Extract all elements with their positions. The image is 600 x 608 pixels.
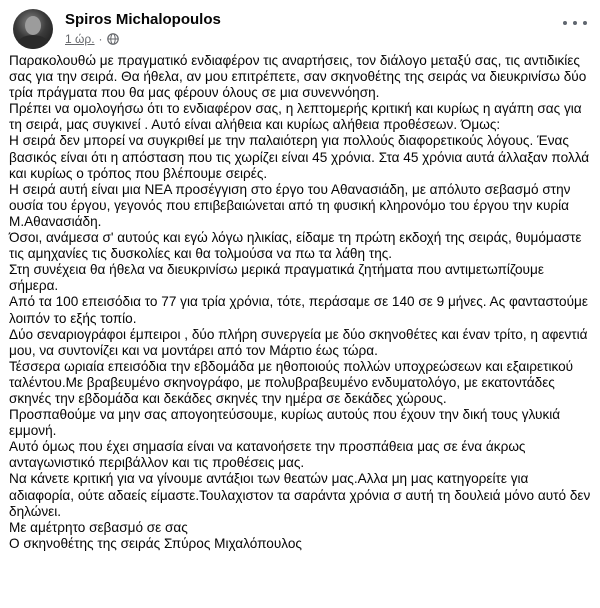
post-paragraph: Να κάνετε κριτική για να γίνουμε αντάξιοι των θεατών μας.Αλλα μη μας κατηγορείτε για αδιαφορία, ούτε αδαείς είμαστε.Τουλαχιστον τα σαράντα χρόνια σ αυτή τη δουλειά μόνο αυτό δεν δηλώνει. [9,471,591,519]
post-paragraph: Όσοι, ανάμεσα σ' αυτούς και εγώ λόγω ηλικίας, είδαμε τη πρώτη εκδοχή της σειράς, θυμόμαστε τις αμηχανίες τις δυσκολίες και θα τολμούσα να πω τα λάθη της. [9,230,582,262]
avatar-shoulders [17,35,49,49]
post-paragraph: Δύο σεναριογράφοι έμπειροι , δύο πλήρη συνεργεία με δύο σκηνοθέτες και έναν τρίτο, η αφεντιά μου, να συντονίζει και να μοντάρει από τον Μάρτιο έως τώρα. [9,326,588,358]
post-timestamp[interactable]: 1 ώρ. [65,32,95,46]
post-paragraph: Αυτό όμως που έχει σημασία είναι να κατανοήσετε την προσπάθεια μας σε ένα άκρως ανταγωνιστικό περιβάλλον και τις προθέσεις μας. [9,439,526,471]
post-paragraph: Με αμέτρητο σεβασμό σε σας [9,519,188,535]
meta-separator: · [98,32,103,46]
post-paragraph: Από τα 100 επεισόδια το 77 για τρία χρόνια, τότε, περάσαμε σε 140 σε 9 μήνες. Ας φανταστούμε λοιπόν το εξής τοπίο. [9,294,588,326]
post-paragraph: Προσπαθούμε να μην σας απογοητεύσουμε, κυρίως αυτούς που έχουν την δική τους γλυκιά εμμονή. [9,407,561,439]
post-paragraph: Πρέπει να ομολογήσω ότι το ενδιαφέρον σας, η λεπτομερής κριτική και κυρίως η αγάπη σας για τη σειρά, μας συγκινεί . Αυτό είναι αλήθεια και κυρίως αλήθεια προθέσεων. Όμως: [9,101,582,133]
more-options-dot [583,21,587,25]
author-name[interactable]: Spiros Michalopoulos [65,11,221,28]
post-paragraph: Παρακολουθώ με πραγματικό ενδιαφέρον τις αναρτήσεις, τον διάλογο μεταξύ σας, τις αντιδικίες σας για την σειρά. Θα ήθελα, αν μου επιτρέπετε, σαν σκηνοθέτης της σειράς να διευκρινίσω δύο τρία πράγματα που θα μας φέρουν όλους σε μια συνεννόηση. [9,53,587,101]
more-options-icon[interactable] [563,15,587,31]
post-header [13,9,587,49]
author-avatar[interactable] [13,9,53,49]
post-body [9,53,593,552]
globe-icon[interactable] [107,33,119,45]
post-paragraph: Ο σκηνοθέτης της σειράς Σπύρος Μιχαλόπουλος [9,535,302,551]
more-options-dot [573,21,577,25]
post-paragraph: Τέσσερα ωριαία επεισόδια την εβδομάδα με ηθοποιούς πολλών υποχρεώσεων και εξαιρετικού ταλέντου.Με βραβευμένο σκηνογράφο, με πολυβραβευμένο ενδυματολόγο, με εκατοντάδες σκηνές την εβδομάδα και δεκάδες σκηνές την ημέρα σε δεκάδες χώρους. [9,358,574,406]
avatar-face [25,16,41,35]
post-paragraph: Η σειρά αυτή είναι μια ΝΕΑ προσέγγιση στο έργο του Αθανασιάδη, με απόλυτο σεβασμό στην ουσία του έργου, γεγονός που επιβεβαιώνεται από τη φυσική κληρονόμο του έργου την κυρία Μ.Αθανασιάδη. [9,181,571,229]
more-options-dot [563,21,567,25]
post-meta [65,32,119,46]
post-paragraph: Στη συνέχεια θα ήθελα να διευκρινίσω μερικά πραγματικά ζητήματα που αντιμετωπίζουμε σήμερα. [9,262,544,294]
post-paragraph: Η σειρά δεν μπορεί να συγκριθεί με την παλαιότερη για πολλούς διαφορετικούς λόγους. Ένας βασικός είναι ότι η απόσταση που τις χωρίζει είναι 45 χρόνια. Στα 45 χρόνια αυτά άλλαξαν πολλά και κυρίως ο τρόπος που βλέπουμε σειρές. [9,133,590,181]
